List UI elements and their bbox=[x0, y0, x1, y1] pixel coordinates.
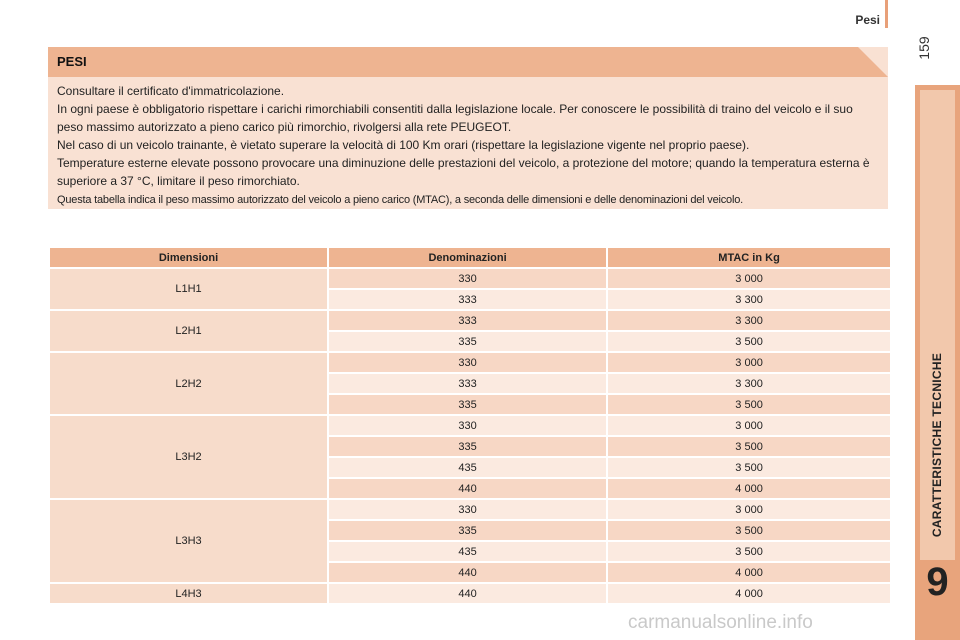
chapter-label-text: CARATTERISTICHE TECNICHE bbox=[930, 352, 944, 538]
cell-dimension: L3H3 bbox=[50, 500, 327, 582]
cell-dimension: L2H2 bbox=[50, 353, 327, 414]
table-row bbox=[50, 269, 890, 288]
table-header-row bbox=[50, 248, 890, 267]
paragraph-speed-limit: Nel caso di un veicolo trainante, è vietato superare la velocità di 100 Km orari (rispettare la legislazione vigente nel proprio paese). bbox=[57, 138, 750, 152]
cell-dimension: L3H2 bbox=[50, 416, 327, 498]
page-number: 159 bbox=[916, 36, 932, 60]
cell-mtac: 3 300 bbox=[608, 290, 890, 309]
cell-mtac: 3 500 bbox=[608, 332, 890, 351]
cell-denomination: 335 bbox=[329, 332, 606, 351]
paragraph-table-note: Questa tabella indica il peso massimo autorizzato del veicolo a pieno carico (MTAC), a seconda delle dimensioni e delle denominazioni del veicolo. bbox=[57, 194, 743, 206]
cell-denomination: 330 bbox=[329, 269, 606, 288]
cell-mtac: 3 000 bbox=[608, 353, 890, 372]
cell-denomination: 335 bbox=[329, 395, 606, 414]
paragraph-certificate: Consultare il certificato d'immatricolazione. bbox=[57, 84, 285, 98]
table-body bbox=[50, 269, 890, 603]
cell-denomination: 330 bbox=[329, 416, 606, 435]
cell-mtac: 3 000 bbox=[608, 416, 890, 435]
cell-mtac: 3 300 bbox=[608, 311, 890, 330]
cell-dimension: L2H1 bbox=[50, 311, 327, 351]
watermark: carmanualsonline.info bbox=[628, 612, 813, 633]
cell-denomination: 435 bbox=[329, 458, 606, 477]
cell-dimension: L1H1 bbox=[50, 269, 327, 309]
cell-dimension: L4H3 bbox=[50, 584, 327, 603]
cell-denomination: 333 bbox=[329, 290, 606, 309]
paragraph-towing-limits: In ogni paese è obbligatorio rispettare i carichi rimorchiabili consentiti dalla legislazione locale. Per conoscere le possibilità di traino del veicolo e il suo peso massimo autorizzato a pieno carico più rimorchio, rivolgersi alla rete PEUGEOT. bbox=[57, 102, 853, 134]
cell-mtac: 3 500 bbox=[608, 458, 890, 477]
table-row bbox=[50, 584, 890, 603]
column-header-mtac: MTAC in Kg bbox=[608, 248, 890, 267]
cell-denomination: 440 bbox=[329, 479, 606, 498]
chapter-number: 9 bbox=[926, 560, 949, 604]
cell-denomination: 440 bbox=[329, 563, 606, 582]
cell-denomination: 333 bbox=[329, 374, 606, 393]
info-box-heading: PESI bbox=[57, 54, 87, 69]
section-title: Pesi bbox=[855, 13, 880, 27]
cell-mtac: 3 500 bbox=[608, 521, 890, 540]
header-rule bbox=[885, 0, 888, 28]
cell-mtac: 4 000 bbox=[608, 563, 890, 582]
table-row bbox=[50, 500, 890, 519]
cell-mtac: 4 000 bbox=[608, 584, 890, 603]
cell-mtac: 3 500 bbox=[608, 437, 890, 456]
cell-denomination: 333 bbox=[329, 311, 606, 330]
cell-mtac: 4 000 bbox=[608, 479, 890, 498]
column-header-dimensions: Dimensioni bbox=[50, 248, 327, 267]
cell-denomination: 440 bbox=[329, 584, 606, 603]
cell-mtac: 3 300 bbox=[608, 374, 890, 393]
cell-mtac: 3 500 bbox=[608, 395, 890, 414]
column-header-denominations: Denominazioni bbox=[329, 248, 606, 267]
cell-denomination: 335 bbox=[329, 437, 606, 456]
cell-mtac: 3 000 bbox=[608, 500, 890, 519]
cell-mtac: 3 000 bbox=[608, 269, 890, 288]
cell-denomination: 330 bbox=[329, 500, 606, 519]
cell-denomination: 435 bbox=[329, 542, 606, 561]
cell-denomination: 330 bbox=[329, 353, 606, 372]
table-row bbox=[50, 311, 890, 330]
cell-mtac: 3 500 bbox=[608, 542, 890, 561]
table-row bbox=[50, 353, 890, 372]
table-row bbox=[50, 416, 890, 435]
paragraph-temperature: Temperature esterne elevate possono provocare una diminuzione delle prestazioni del veicolo, a protezione del motore; quando la temperatura esterna è superiore a 37 °C, limitare il peso rimorchiato. bbox=[57, 156, 870, 188]
weights-table bbox=[48, 246, 892, 605]
info-box-header bbox=[48, 47, 888, 77]
cell-denomination: 335 bbox=[329, 521, 606, 540]
